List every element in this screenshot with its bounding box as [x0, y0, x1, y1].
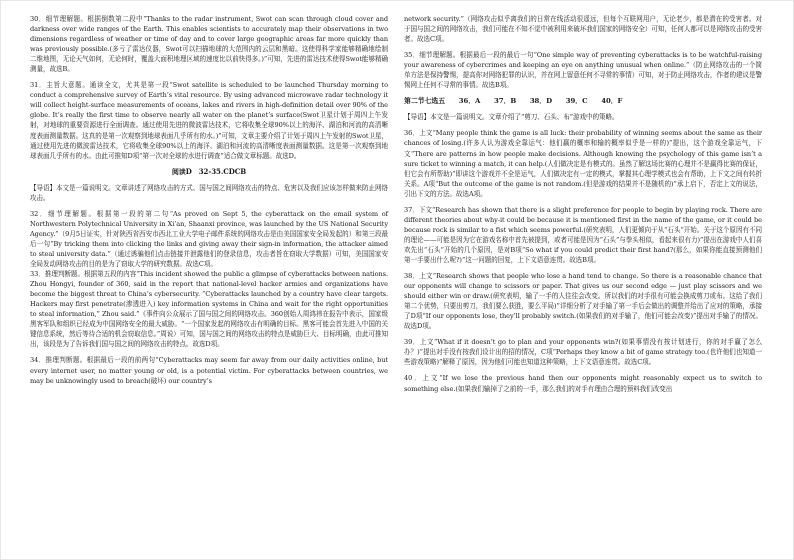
- answer-37-explanation: 37．下文“Research has shown that there is a slight preference for people to begin by playing rock. There are different theories about why-it could be because it is mentioned first in the name of the game, or it could be because rock is similar to a fist which seems powerful.(研究表明，人们更倾向于从“石头”开始。关于这个原因有不同的理论——可能是因为它在游戏名称中首先被提到，或者可能是因为“石头”与拳头相似，看起来很有力)”提出在游戏中人们喜欢先出“石头”开始的几个原因，是对B项“So what if you could predict their first hand?(那么，如果你能直接预测他们第一手要出什么呢?)”这一问题的回复，上下文语意连贯。故选B项。: [404, 205, 762, 264]
- answer-34-continued: network security.”（网络攻击似乎离我们的日常在线活动很遥远，但每个互联网用户，无论老少，都是潜在的受害者。对于国与国之间的网络攻击，我们可能在不知不觉中被利用来破坏我们国家的网络安全）可知，任何人都可以是网络攻击的受害者。故选C项。: [404, 15, 762, 44]
- answer-31-explanation: 31．主旨大意题。通读全文，尤其是第一段“Swot satellite is scheduled to be launched Thursday morning to conduct a comprehensive survey of Earth’s vital resource. By using advanced microwave radar technology it will collect height-surface measurements of oceans, lakes and rivers in high-definition detail over 90% of the globe. It’s really the first time to observe nearly all water on the planet’s surface(Swot卫星计划于周四上午发射，对地球的重要资源进行全面调查。通过使用先进的微波雷达技术，它将收集全球90%以上的海洋、湖泊和河流的高清晰度表面测量数据。这真的是第一次观察到地球表面几乎所有的水。)”可知，文章主要介绍了计划于周四上午发射的Swot卫星，通过使用先进的微波雷达技术，它将收集全球90%以上的海洋、湖泊和河流的高清晰度表面测量数据。这是第一次观察到地球表面几乎所有的水。由此可推知D项“第一次对全球的水进行调查”适合做文章标题。故选D。: [30, 81, 388, 160]
- answer-38-explanation: 38．上文“Research shows that people who lose a hand tend to change. So there is a reasonable chance that our opponents will change to scissors or paper. That gives us our second edge — just play scissors and we should either win or draw.(研究表明，输了一手的人往往会改变。所以我们的对手很有可能会换成剪刀或布。这给了我们第二个优势，只要出剪刀，我们要么获胜，要么平局)”详细分析了对手输了第一手后会做出的调整并给出了应对的策略，承接了D项“If our opponents lose, they’ll probably switch.(如果我们的对手输了，他们可能会改变)”提出对手输了的情况。故选D项。: [404, 272, 762, 331]
- section-heading-reading-d: 阅读D 32-35.CDCB: [171, 166, 247, 176]
- left-column: [30, 14, 388, 386]
- answer-39-explanation: 39．上文“What if it doesn’t go to plan and your opponents win?(如果事情没有按计划进行，你的对手赢了怎么办？)”提出对手没有按我们设计出的招的情况，C项“Perhaps they know a bit of game strategy too.(也许他们也知道一些游戏策略)”解释了原因，因为他们可能也知道这种策略，上下文语意连贯。故选C项。: [404, 338, 762, 367]
- answer-34-explanation: 34．推理判断题。根据最后一段的前两句“Cyberattacks may seem far away from our daily activities online, but every internet user, no matter young or old, is a potential victim. For cyberattacks between countries, we may be unknowingly used to breach(破坏) our country’s: [30, 356, 388, 385]
- answer-36-explanation: 36．上文“Many people think the game is all luck: their probability of winning seems about the same as their chances of losing.(许多人认为游戏全靠运气：他们赢的概率和输的概率似乎是一样的)”提出，这个游戏全靠运气，下文“There are patterns in how people make decisions. Although knowing the psychology of this game isn’t a sure ticket to winning a match, it can help.(人们做决定是有模式的。虽然了解这场比赛的心理并不是赢得比赛的保证，但它会有所帮助)”即讲这个游戏并不全是运气，人们做决定有一定的模式，掌握其心理学模式也会有帮助，上下文之间有转折关系。A项“But the outcome of the game is not random.(但是游戏的结果并不是随机的)”承上启下，否定上文的说法，引出下文的方法。故选A项。: [404, 129, 762, 198]
- answer-40-explanation: 40．上文“If we lose the previous hand then our opponents might reasonably expect us to switch to something else.(如果我们输掉了之前的一手，那么我们的对手有理由合理的预料我们改变出: [404, 374, 762, 393]
- answer-33-explanation: 33．推理判断题。根据第五段的内容“This incident showed the public a glimpse of cyberattacks between nations. Zhou Hongyi, founder of 360, said in the report that national-level hacker armies and organizations have become the biggest threat to China’s cybersecurity. “Cyberattacks launched by a country have clear targets. Hackers may first penetrate(渗透进入) key information systems in China and wait for the right opportunities to steal information,” Zhou said.”《事件向公众展示了国与国之间的网络攻击。360创始人周鸿祎在报告中表示，国家级黑客军队和组织已经成为中国网络安全的最大威胁。“一个国家发起的网络攻击有明确的目标。黑客可能会首先进入中国的关键信息系统，然后等待合适的机会窃取信息。”周说）可知，国与国之间的网络攻击的特点是威胁巨大、目标明确，由此可推知出，该段是为了告诉我们国与国之间的网络攻击的特点。故选D项。: [30, 270, 388, 349]
- answer-30-explanation: 30．细节理解题。根据倒数第二段中“Thanks to the radar instrument, Swot can scan through cloud cover and darkness over wide ranges of the Earth. This enables scientists to accurately map their observations in two dimensions regardless of weather or time of day and to cover large geographic areas far more quickly than was previously possible.(多亏了雷达仪器，Swot可以扫描地球的大范围内的云层和黑暗。这使得科学家能够精确地绘制二维地图，无论天气如何，无论何时，覆盖大面积地理区域的速度比以前快得多。)”可知，先进的雷达技术使得Swot能够精确测量，故选B。: [30, 15, 388, 74]
- seven-choose-five-answers: 第二节七选五 36．A 37．B 38．D 39．C 40．F: [404, 97, 623, 106]
- answer-35-explanation: 35．细节理解题。根据最后一段的最后一句“One simple way of preventing cyberattacks is to be watchful-raising your awareness of cybercrimes and keeping an eye on anything unusual when online.”（防止网络攻击的一个简单方法是保持警惕，提高你对网络犯罪的认识，并在网上留意任何不寻常的事情）可知，对于防止网络攻击，作者的建议是警惕网上任何不寻常的事情。故选B项。: [404, 51, 762, 90]
- right-column: [404, 14, 762, 394]
- seven-choose-five-guide: 【导语】本文是一篇说明文。文章介绍了“剪刀、石头、布”游戏中的策略。: [404, 113, 619, 122]
- reading-d-guide: 【导语】本文是一篇说明文。文章讲述了网络攻击的方式、国与国之间网络攻击的特点、危害以及我们应该怎样做来防止网络攻击。: [30, 183, 388, 202]
- answer-32-explanation: 32．细节理解题。根据第一段的第二句“As proved on Sept 5, the cyberattack on the email system of Northwestern Polytechnical University in Xi’an, Shaanxi province, was launched by the US National Security Agency.”（9月5日证实，针对陕西省西安市西北工业大学电子邮件系统的网络攻击是由美国国家安全局发起的）和第三段最后一句“By tricking them into clicking the links and giving away their sign-in information, the attacker aimed to steal university data.”（通过诱骗他们点击链接并泄露他们的登录信息，攻击者旨在窃取大学数据）可知，美国国家安全局发动网络攻击的目的是为了窃取大学的研究数据。故选C项。: [30, 209, 388, 269]
